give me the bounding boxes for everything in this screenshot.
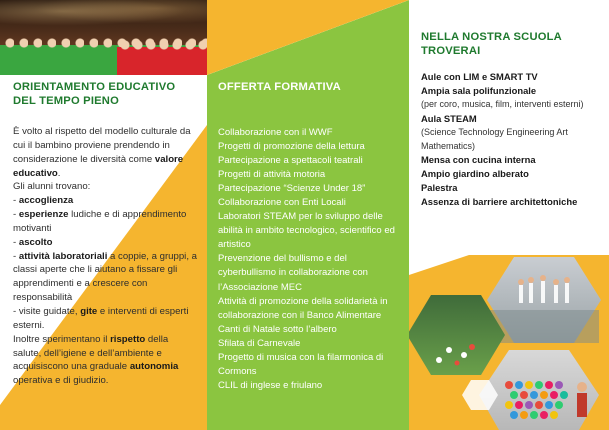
tempo-pieno-heading: ORIENTAMENTO EDUCATIVO DEL TEMPO PIENO — [13, 81, 176, 107]
list-item: Progetti di promozione della lettura — [218, 141, 365, 153]
list-item: - esperienze ludiche e di apprendimento motivanti — [13, 209, 187, 234]
list-item: CLIL di inglese e friulano — [218, 379, 323, 391]
list-item: Progetti di attività motoria — [218, 169, 326, 181]
list-item: Progetto di musica con la filarmonica di Cormons — [218, 351, 384, 377]
column-offerta-formativa — [207, 0, 409, 430]
list-item: Assenza di barriere architettoniche — [421, 196, 578, 208]
tempo-pieno-text — [13, 125, 198, 388]
column-nella-nostra-scuola — [409, 0, 609, 430]
offerta-list — [218, 126, 405, 393]
list-item: Palestra — [421, 182, 458, 194]
column-tempo-pieno — [0, 0, 207, 430]
list-item: - visite guidate, gite e interventi di esperti esterni. — [13, 305, 189, 331]
list-item: Collaborazione con il WWF — [218, 127, 333, 138]
list-item: - attività laboratoriali a coppie, a gruppi, a classi aperte che li aiutano a fissare gli apprendimenti e a crescere con responsabilità — [13, 250, 197, 304]
list-item: Mensa con cucina interna — [421, 154, 536, 166]
photo-hexagon-collage — [409, 255, 609, 430]
intro-end: . — [57, 167, 61, 179]
list-item: - ascolto — [13, 236, 53, 248]
list-item: Laboratori STEAM per lo sviluppo delle abilità in ambito tecnologico, scientifico ed artistico — [218, 211, 395, 251]
list-item: Prevenzione del bullismo e del cyberbullismo in collaborazione con l’Associazione MEC — [218, 253, 368, 293]
list-item: Canti di Natale sotto l’albero — [218, 323, 337, 335]
children-red-shirts — [117, 37, 207, 75]
list-item: Ampia sala polifunzionale (per coro, musica, film, interventi esterni) — [421, 84, 584, 109]
list-item: Aule con LIM e SMART TV — [421, 71, 538, 82]
list-item: - accoglienza — [13, 195, 74, 207]
list-item: Collaborazione con Enti Locali — [218, 197, 346, 209]
list-item: Partecipazione “Scienze Under 18” — [218, 183, 366, 195]
list-item: Sfilata di Carnevale — [218, 337, 301, 349]
choir-photo — [0, 0, 207, 75]
intro-text: È volto al rispetto del modello culturale da cui il bambino proviene prendendo in considerazione le diversità come — [13, 126, 191, 165]
intro-bold: valore educativo — [13, 153, 184, 179]
list-item: Attività di promozione della solidarietà in collaborazione con il Banco Alimentare — [218, 295, 388, 321]
students-find-label: Gli alunni trovano: — [13, 181, 91, 193]
list-item: Aula STEAM (Science Technology Engineering Art Mathematics) — [421, 112, 568, 151]
list-item: Partecipazione a spettacoli teatrali — [218, 155, 363, 167]
top-shape — [207, 0, 409, 130]
closing-text: Inoltre sperimentano il rispetto della salute, dell’igiene e dell’ambiente e acquisiscono una graduale autonomia operativa e di giudizio. — [13, 333, 179, 387]
scuola-heading: NELLA NOSTRA SCUOLA TROVERAI — [421, 31, 562, 57]
offerta-formativa-heading: OFFERTA FORMATIVA — [218, 81, 341, 93]
scuola-list — [421, 70, 607, 209]
stage-lights — [0, 0, 207, 28]
list-item: Ampio giardino alberato — [421, 168, 529, 180]
